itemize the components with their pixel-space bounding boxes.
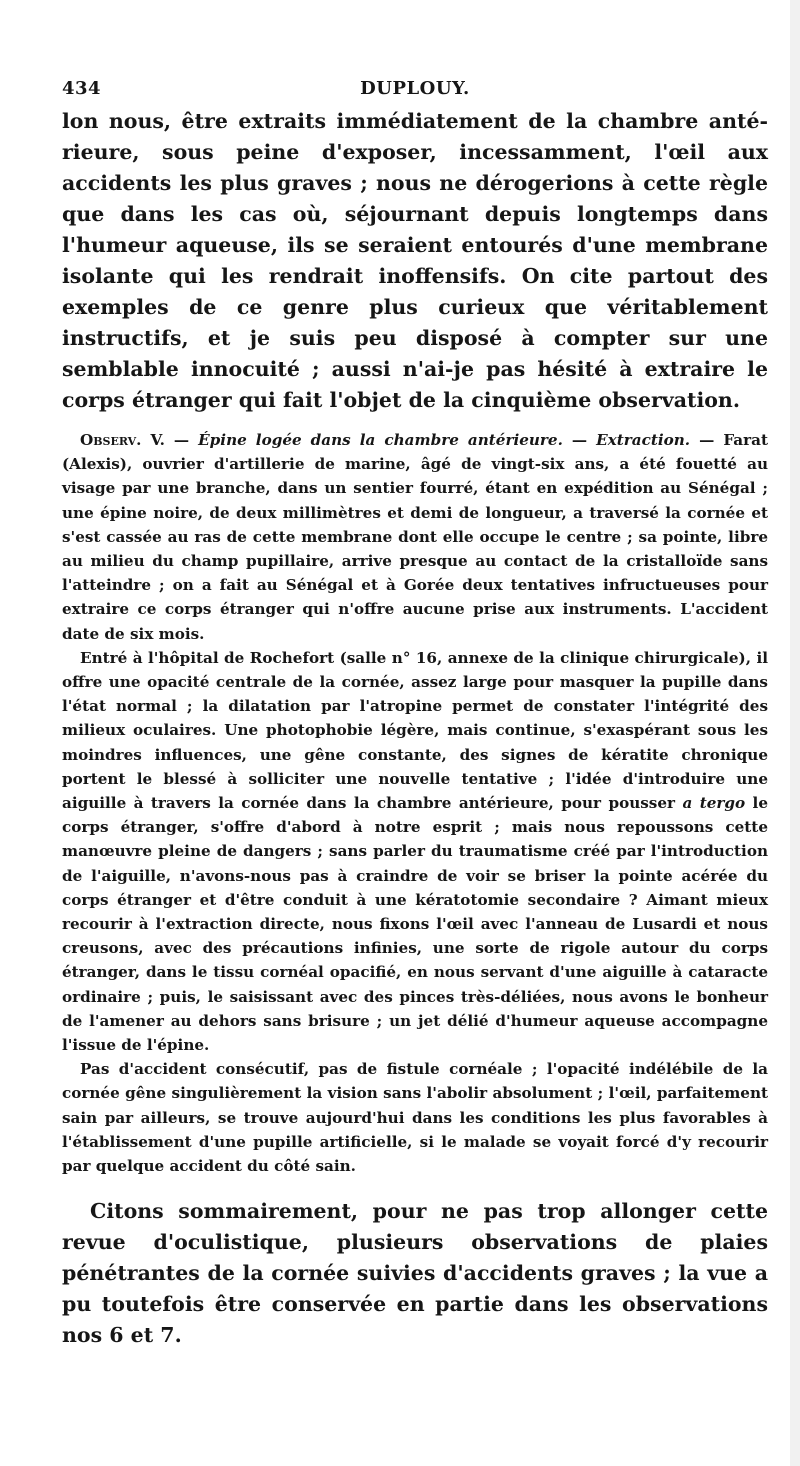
page-number: 434: [62, 78, 102, 99]
running-head: DUPLOUY.: [360, 78, 470, 99]
observation-title: Épine logée dans la chambre antérieure.: [198, 431, 563, 449]
observation-para2-italic: a tergo: [682, 794, 746, 813]
observation-label: Observ. V.: [80, 431, 165, 449]
conclusion-paragraph: Citons sommairement, pour ne pas trop allonger cette revue d'oculistique, plusieurs observations de plaies pénétrantes de la cornée suivies d'accidents graves ; la vue a pu toutefois être conservée en partie dans les observations nos 6 et 7.: [62, 1199, 768, 1348]
observation-subtitle: Extraction.: [596, 431, 691, 449]
observation-para2-after: le corps étranger, s'offre d'abord à notre esprit ; mais nous repoussons cette manœuvre pleine de dangers ; sans parler du traumatisme créé par l'introduction de l'aiguille, n'avons-nous pas à craindre de voir se briser la pointe acérée du corps étranger et d'être conduit à une kératotomie secondaire ? Aimant mieux recourir à l'extraction directe, nous fixons l'œil avec l'anneau de Lusardi et nous creusons, avec des précautions infinies, une sorte de rigole autour du corps étranger, dans le tissu cornéal opacifié, en nous servant d'une aiguille à cataracte ordinaire ; puis, le saisissant avec des pinces très-déliées, nous avons le bonheur de l'amener au dehors sans brisure ; un jet délié d'humeur aqueuse accompagne l'issue de l'épine.: [62, 794, 768, 1055]
observation-title-separator: —: [164, 431, 199, 449]
book-page: [62, 74, 768, 1351]
observation-paragraph-2: [62, 646, 768, 1057]
observation-title-separator-2: —: [562, 431, 597, 449]
intro-paragraph: lon nous, être extraits immédiatement de la chambre antérieure, sous peine d'exposer, incessamment, l'œil aux accidents les plus graves ; nous ne dérogerions à cette règle que dans les cas où, séjournant depuis longtemps dans l'humeur aqueuse, ils se seraient entourés d'une membrane isolante qui les rendrait inoffensifs. On cite partout des exemples de ce genre plus curieux que véritablement instructifs, et je suis peu disposé à compter sur une semblable innocuité ; aussi n'ai-je pas hésité à extraire le corps étranger qui fait l'objet de la cinquième observation.: [62, 109, 768, 412]
page-header: [62, 74, 768, 106]
observation-paragraph-3: Pas d'accident consécutif, pas de fistule cornéale ; l'opacité indélébile de la cornée gêne singulièrement la vision sans l'abolir absolument ; l'œil, parfaitement sain par ailleurs, se trouve aujourd'hui dans les conditions les plus favorables à l'établissement d'une pupille artificielle, si le malade se voyait forcé d'y recourir par quelque accident du côté sain.: [62, 1060, 768, 1176]
page-edge-shadow: [790, 0, 800, 1466]
observation-para2-before: Entré à l'hôpital de Rochefort (salle n° 16, annexe de la clinique chirurgicale), il offre une opacité centrale de la cornée, assez large pour masquer la pupille dans l'état normal ; la dilatation par l'atropine permet de constater l'intégrité des milieux oculaires. Une photophobie légère, mais continue, s'exaspérant sous les moindres influences, une gêne constante, des signes de kératite chronique portent le blessé à solliciter une nouvelle tentative ; l'idée d'introduire une aiguille à travers la cornée dans la chambre antérieure, pour pousser: [62, 648, 768, 813]
observation-paragraph: [62, 428, 768, 646]
observation-body: — Farat (Alexis), ouvrier d'artillerie de marine, âgé de vingt-six ans, a été fouetté au visage par une branche, dans un sentier fourré, étant en expédition au Sénégal ; une épine noire, de deux millimètres et demi de longueur, a traversé la cornée et s'est cassée au ras de cette membrane dont elle occupe le centre ; sa pointe, libre au milieu du champ pupillaire, arrive presque au contact de la cristalloïde sans l'atteindre ; on a fait au Sénégal et à Gorée deux tentatives infructueuses pour extraire ce corps étranger qui n'offre aucune prise aux instruments. L'accident date de six mois.: [62, 431, 768, 643]
